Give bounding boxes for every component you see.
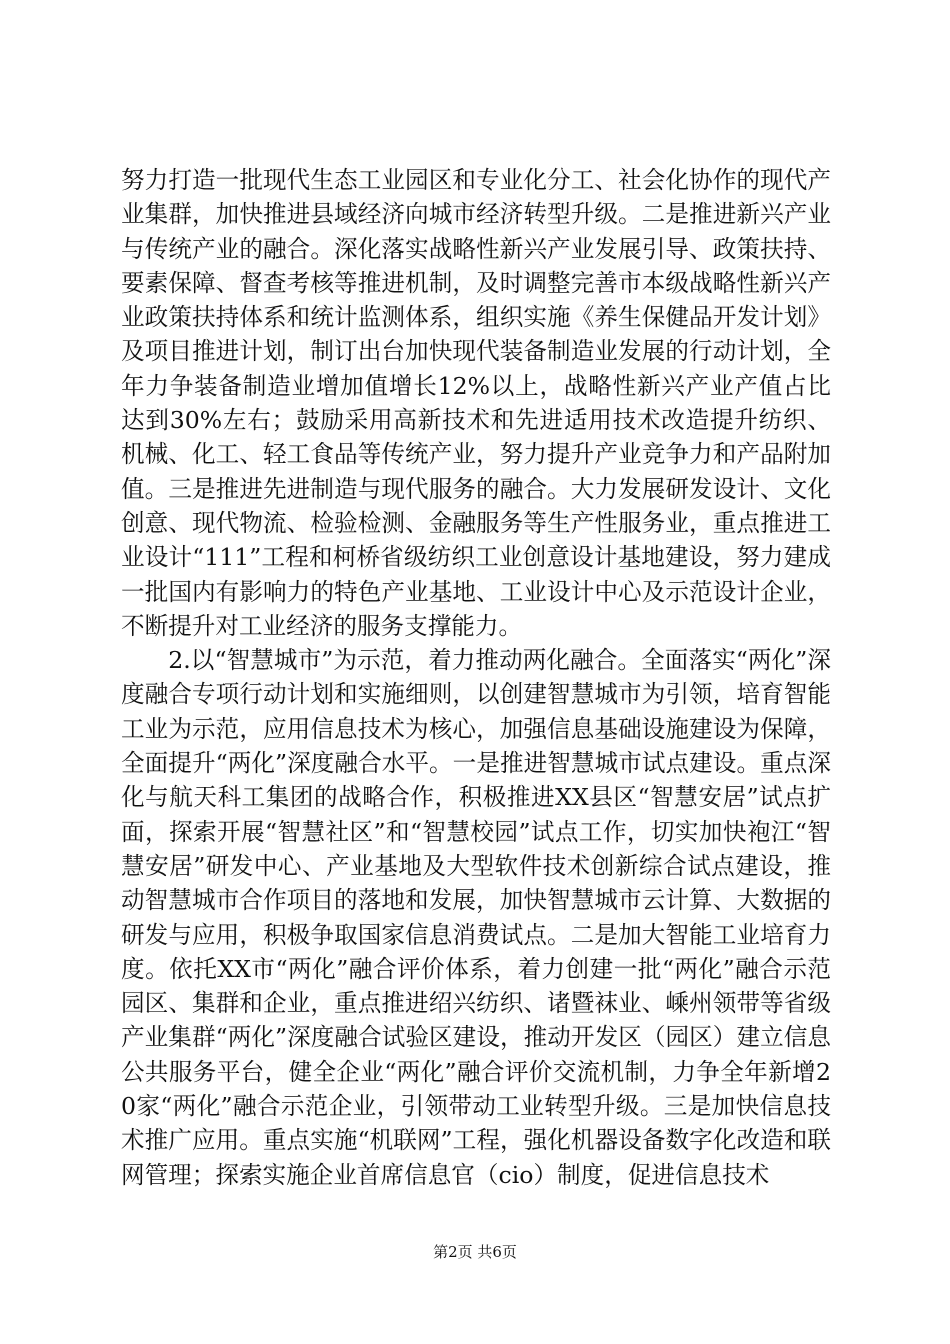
- page-number-footer: 第2页 共6页: [433, 1243, 517, 1261]
- paragraph-smart-city: 2.以“智慧城市”为示范，着力推动两化融合。全面落实“两化”深度融合专项行动计划和实施细则，以创建智慧城市为引领，培育智能工业为示范，应用信息技术为核心，加强信息基础设施建设为保障，全面提升“两化”深度融合水平。一是推进智慧城市试点建设。重点深化与航天科工集团的战略合作，积极推进XX县区“智慧安居”试点扩面，探索开展“智慧社区”和“智慧校园”试点工作，切实加快袍江“智慧安居”研发中心、产业基地及大型软件技术创新综合试点建设，推动智慧城市合作项目的落地和发展，加快智慧城市云计算、大数据的研发与应用，积极争取国家信息消费试点。二是加大智能工业培育力度。依托XX市“两化”融合评价体系，着力创建一批“两化”融合示范园区、集群和企业，重点推进绍兴纺织、诸暨袜业、嵊州领带等省级产业集群“两化”深度融合试验区建设，推动开发区（园区）建立信息公共服务平台，健全企业“两化”融合评价交流机制，力争全年新增20家“两化”融合示范企业，引领带动工业转型升级。三是加快信息技术推广应用。重点实施“机联网”工程，强化机器设备数字化改造和联网管理；探索实施企业首席信息官（cio）制度，促进信息技术: [121, 646, 831, 1189]
- paragraph-industry-integration: 努力打造一批现代生态工业园区和专业化分工、社会化协作的现代产业集群，加快推进县域经济向城市经济转型升级。二是推进新兴产业与传统产业的融合。深化落实战略性新兴产业发展引导、政策扶持、要素保障、督查考核等推进机制，及时调整完善市本级战略性新兴产业政策扶持体系和统计监测体系，组织实施《养生保健品开发计划》及项目推进计划，制订出台加快现代装备制造业发展的行动计划，全年力争装备制造业增加值增长12%以上，战略性新兴产业产值占比达到30%左右；鼓励采用高新技术和先进适用技术改造提升纺织、机械、化工、轻工食品等传统产业，努力提升产业竞争力和产品附加值。三是推进先进制造与现代服务的融合。大力发展研发设计、文化创意、现代物流、检验检测、金融服务等生产性服务业，重点推进工业设计“111”工程和柯桥省级纺织工业创意设计基地建设，努力建成一批国内有影响力的特色产业基地、工业设计中心及示范设计企业，不断提升对工业经济的服务支撑能力。: [121, 166, 831, 640]
- document-body: [121, 163, 831, 1192]
